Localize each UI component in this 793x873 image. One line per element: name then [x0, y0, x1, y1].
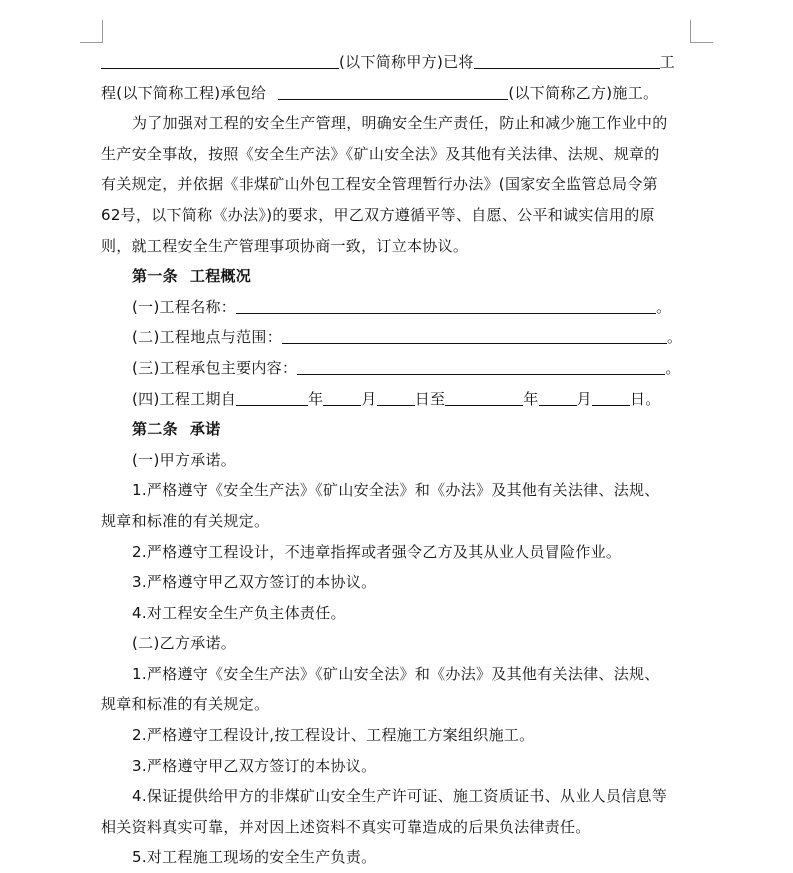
- end-month-blank[interactable]: [539, 386, 577, 406]
- clause-line: 规章和标准的有关规定。: [101, 695, 270, 714]
- clause-line: 2.严格遵守工程设计，不违章指挥或者强令乙方及其从业人员冒险作业。: [132, 542, 622, 561]
- period-mark: 。: [665, 358, 681, 377]
- start-year-blank[interactable]: [236, 386, 308, 406]
- end-year-blank[interactable]: [445, 386, 523, 406]
- field-label: (三)工程承包主要内容：: [132, 358, 298, 377]
- clause-line: 5.对工程施工现场的安全生产负责。: [132, 848, 377, 867]
- clause-line: 1.严格遵守《安全生产法》《矿山安全法》和《办法》及其他有关法律、法规、: [132, 664, 660, 683]
- clause-line: 1.严格遵守《安全生产法》《矿山安全法》和《办法》及其他有关法律、法规、: [132, 481, 660, 500]
- page-corner-mark-top-left: [80, 20, 103, 43]
- project-period-row: [101, 384, 691, 415]
- project-name-blank[interactable]: [236, 294, 656, 314]
- clause-line: 规章和标准的有关规定。: [101, 511, 270, 530]
- field-label: (四)工程工期自: [132, 389, 237, 408]
- period-mark: 。: [667, 328, 683, 347]
- clause-line: 4.保证提供给甲方的非煤矿山安全生产许可证、施工资质证书、从业人员信息等: [132, 787, 668, 806]
- period-mark: 。: [656, 297, 672, 316]
- date-unit: 年: [308, 389, 324, 408]
- article-2-heading: [101, 414, 691, 445]
- intro-line-1: [101, 47, 691, 78]
- intro-text: (以下简称甲方)已将: [339, 53, 474, 71]
- party-b-heading: (二)乙方承诺。: [132, 634, 237, 653]
- project-name-row: [101, 292, 691, 323]
- transferor-blank[interactable]: [474, 49, 660, 69]
- date-unit: 日。: [629, 389, 661, 408]
- project-location-row: [101, 322, 691, 353]
- clause-line: 2.严格遵守工程设计,按工程设计、工程施工方案组织施工。: [132, 726, 535, 745]
- page-corner-mark-top-right: [690, 20, 713, 43]
- date-unit: 日至: [414, 389, 446, 408]
- project-content-row: [101, 353, 691, 384]
- intro-text: 工: [659, 53, 676, 71]
- article-title: 承诺: [189, 420, 221, 439]
- preamble-line: 为了加强对工程的安全生产管理，明确安全生产责任，防止和减少施工作业中的: [132, 114, 668, 133]
- party-a-heading: (一)甲方承诺。: [132, 450, 237, 469]
- article-1-heading: [101, 261, 691, 292]
- article-title: 工程概况: [189, 267, 252, 286]
- project-content-blank[interactable]: [297, 355, 665, 375]
- article-number: 第一条: [132, 267, 178, 286]
- end-day-blank[interactable]: [592, 386, 630, 406]
- preamble-line: 生产安全事故，按照《安全生产法》《矿山安全法》及其他有关法律、法规、规章的: [101, 144, 660, 163]
- clause-line: 相关资料真实可靠，并对因上述资料不真实可靠造成的后果负法律责任。: [101, 817, 591, 836]
- date-unit: 年: [523, 389, 539, 408]
- project-location-blank[interactable]: [282, 324, 667, 344]
- clause-line: 3.严格遵守甲乙双方签订的本协议。: [132, 573, 377, 592]
- clause-line: 4.对工程安全生产负主体责任。: [132, 603, 346, 622]
- start-month-blank[interactable]: [323, 386, 361, 406]
- start-day-blank[interactable]: [377, 386, 415, 406]
- intro-text: (以下简称乙方)施工。: [508, 83, 659, 102]
- article-number: 第二条: [132, 420, 178, 439]
- date-unit: 月: [576, 389, 592, 408]
- clause-line: 3.严格遵守甲乙双方签订的本协议。: [132, 756, 377, 775]
- preamble-line: 则，就工程安全生产管理事项协商一致，订立本协议。: [101, 236, 469, 255]
- document-body: [101, 47, 691, 873]
- party-b-blank[interactable]: [278, 80, 508, 100]
- field-label: (二)工程地点与范围：: [132, 328, 283, 347]
- party-a-blank[interactable]: [101, 49, 339, 69]
- intro-line-2: [101, 78, 691, 109]
- date-unit: 月: [361, 389, 377, 408]
- preamble-line: 有关规定，并依据《非煤矿山外包工程安全管理暂行办法》(国家安全监管总局令第: [101, 175, 658, 194]
- field-label: (一)工程名称：: [132, 297, 237, 316]
- intro-text: 程(以下简称工程)承包给: [101, 83, 267, 102]
- preamble-line: 62号，以下简称《办法》)的要求，甲乙双方遵循平等、自愿、公平和诚实信用的原: [101, 205, 655, 224]
